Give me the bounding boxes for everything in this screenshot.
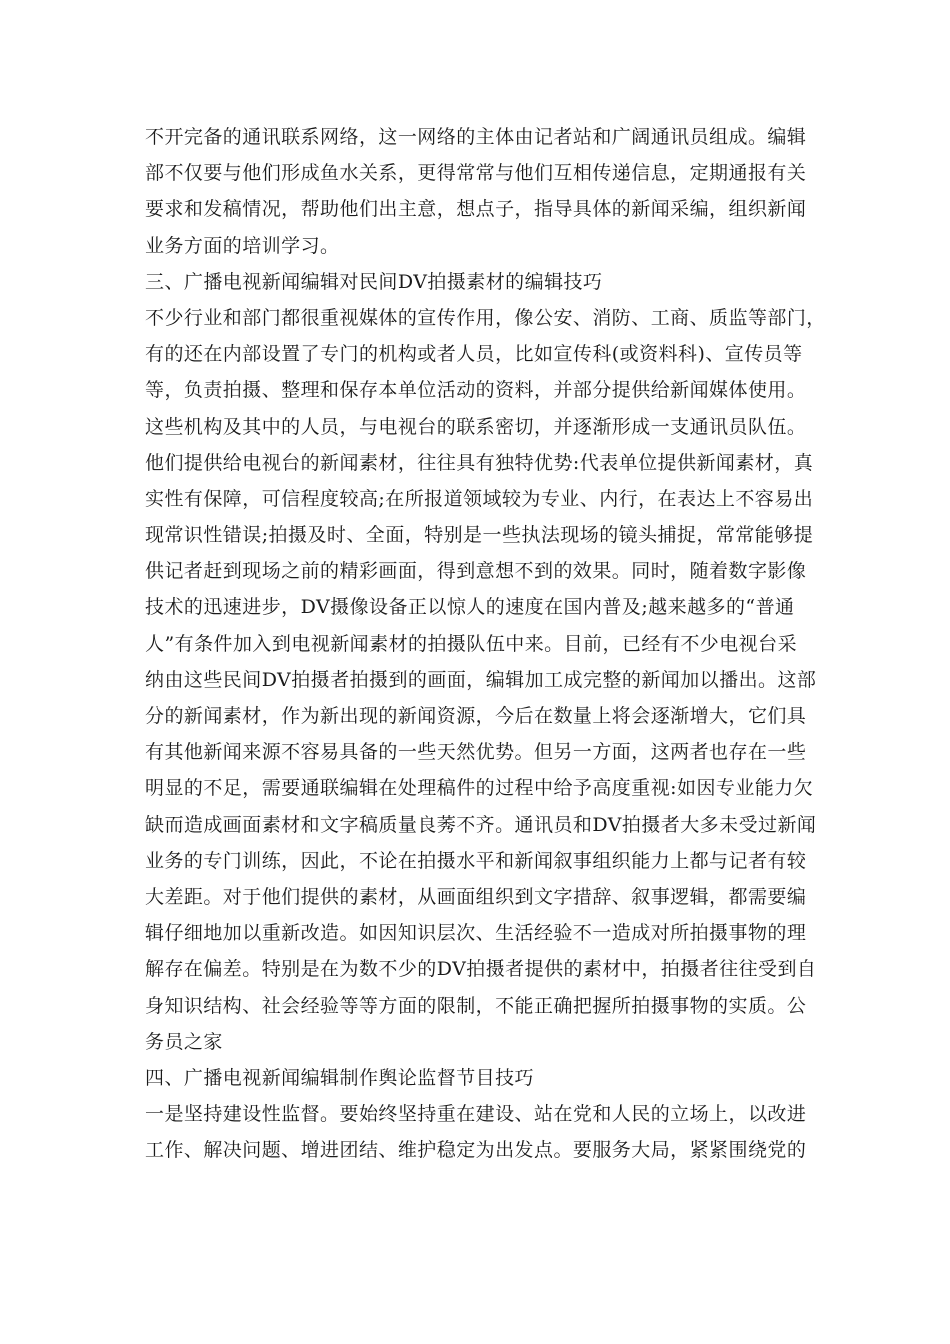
text-line: 他们提供给电视台的新闻素材，往往具有独特优势:代表单位提供新闻素材，真	[145, 451, 814, 474]
text-line: 业务的专门训练，因此，不论在拍摄水平和新闻叙事组织能力上都与记者有较	[145, 849, 807, 872]
text-line: 解存在偏差。特别是在为数不少的DV拍摄者提供的素材中，拍摄者往往受到自	[145, 958, 817, 981]
section-heading-3: 三、广播电视新闻编辑对民间DV拍摄素材的编辑技巧	[145, 270, 603, 293]
text-line: 实性有保障，可信程度较高;在所报道领域较为专业、内行，在表达上不容易出	[145, 487, 814, 510]
text-line: 不少行业和部门都很重视媒体的宣传作用，像公安、消防、工商、质监等部门，	[145, 306, 826, 329]
text-line: 身知识结构、社会经验等等方面的限制，不能正确把握所拍摄事物的实质。公	[145, 994, 807, 1017]
section-heading-4: 四、广播电视新闻编辑制作舆论监督节目技巧	[145, 1066, 535, 1089]
text-line: 大差距。对于他们提供的素材，从画面组织到文字措辞、叙事逻辑，都需要编	[145, 885, 807, 908]
text-line: 这些机构及其中的人员，与电视台的联系密切，并逐渐形成一支通讯员队伍。	[145, 415, 807, 438]
document-body	[145, 119, 826, 1168]
text-line: 等，负责拍摄、整理和保存本单位活动的资料，并部分提供给新闻媒体使用。	[145, 379, 807, 402]
text-line: 要求和发稿情况，帮助他们出主意，想点子，指导具体的新闻采编，组织新闻	[145, 198, 807, 221]
text-line: 有的还在内部设置了专门的机构或者人员，比如宣传科(或资料科)、宣传员等	[145, 343, 803, 366]
text-line: 纳由这些民间DV拍摄者拍摄到的画面，编辑加工成完整的新闻加以播出。这部	[145, 668, 817, 691]
text-line: 业务方面的培训学习。	[145, 234, 340, 257]
text-line: 技术的迅速进步，DV摄像设备正以惊人的速度在国内普及;越来越多的“普通	[145, 596, 795, 619]
text-line: 人”有条件加入到电视新闻素材的拍摄队伍中来。目前，已经有不少电视台采	[145, 632, 798, 655]
text-line: 明显的不足，需要通联编辑在处理稿件的过程中给予高度重视:如因专业能力欠	[145, 777, 814, 800]
text-line: 供记者赶到现场之前的精彩画面，得到意想不到的效果。同时，随着数字影像	[145, 560, 807, 583]
text-line: 部不仅要与他们形成鱼水关系，更得常常与他们互相传递信息，定期通报有关	[145, 162, 807, 185]
text-line: 有其他新闻来源不容易具备的一些天然优势。但另一方面，这两者也存在一些	[145, 741, 807, 764]
text-line: 不开完备的通讯联系网络，这一网络的主体由记者站和广阔通讯员组成。编辑	[145, 126, 807, 148]
text-line: 一是坚持建设性监督。要始终坚持重在建设、站在党和人民的立场上，以改进	[145, 1103, 807, 1126]
text-line: 务员之家	[145, 1030, 223, 1053]
text-line: 缺而造成画面素材和文字稿质量良莠不齐。通讯员和DV拍摄者大多未受过新闻	[145, 813, 817, 836]
text-line: 辑仔细地加以重新改造。如因知识层次、生活经验不一造成对所拍摄事物的理	[145, 922, 807, 945]
text-line: 现常识性错误;拍摄及时、全面，特别是一些执法现场的镜头捕捉，常常能够提	[145, 524, 814, 547]
text-line: 工作、解决问题、增进团结、维护稳定为出发点。要服务大局，紧紧围绕党的	[145, 1139, 807, 1162]
text-line: 分的新闻素材，作为新出现的新闻资源，今后在数量上将会逐渐增大，它们具	[145, 705, 807, 727]
